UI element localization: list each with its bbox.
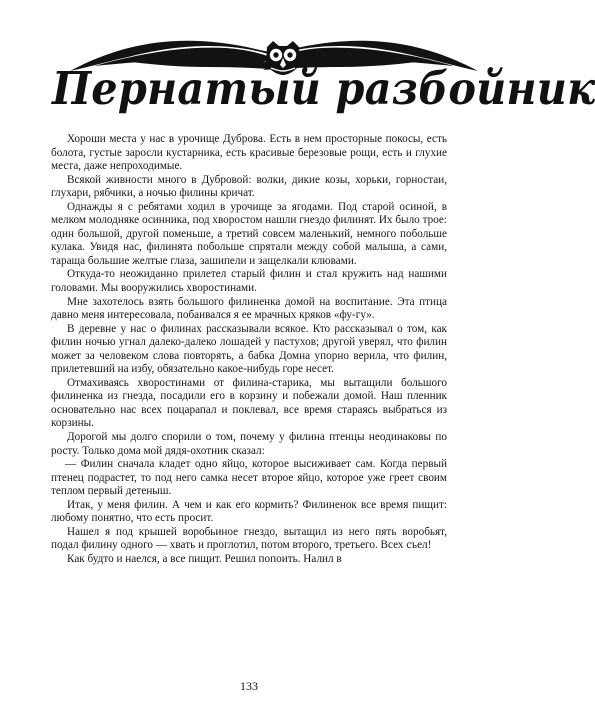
- page-number: 133: [240, 679, 258, 693]
- paragraph-wildlife: Всякой живности много в Дубровой: волки, дикие козы, хорьки, горностаи, глухари, рябчики, а ночью филины кричат.: [51, 173, 447, 200]
- story-header: [18, 28, 595, 133]
- paragraph-village-tales: В деревне у нас о филинах рассказывали всякое. Кто рассказывал о том, как филин ночью угнал далеко-далеко лошадей у пастухов; другой уверял, что филин может за человеком слова повторять, а бабка Домна упорно верила, что филин, прилетевший на избу, обязательно какое-нибудь горе несет.: [51, 322, 447, 376]
- story-text: [51, 133, 447, 567]
- story-title: Пернатый разбойник: [52, 62, 595, 115]
- paragraph-uncle-quote: — Филин сначала кладет одно яйцо, которое высиживает сам. Когда первый птенец подрастет, то под него самка несет второе яйцо, которое уже греет своим теплом первый детеныш.: [51, 458, 447, 498]
- paragraph-nest: Однажды я с ребятами ходил в урочище за ягодами. Под старой осиной, в мелком молодняке осинника, под хворостом нашли гнездо филинят. Их было трое: один большой, другой поменьше, а третий совсем маленький, немного побольше кулака. Увидя нас, филинята побольше спрятали между собой малыша, а сами, тараща большие желтые глаза, зашипели и защелкали клювами.: [51, 200, 447, 267]
- paragraph-feeding-question: Итак, у меня филин. А чем и как его кормить? Филиненок все время пищит: любому понятно, что есть просит.: [51, 498, 447, 525]
- paragraph-take-owlet: Мне захотелось взять большого филиненка домой на воспитание. Эта птица давно меня интересовала, побаивался я ее мрачных кряков «фу-гу».: [51, 295, 447, 322]
- paragraph-escape-home: Отмахиваясь хворостинами от филина-старика, мы вытащили большого филиненка из гнезда, посадили его в корзину и побежали домой. Наш пленник основательно нас всех поцарапал и поклевал, все время стараясь выбраться из корзины.: [51, 376, 447, 430]
- paragraph-old-owl: Откуда-то неожиданно прилетел старый филин и стал кружить над нашими головами. Мы вооружились хворостинами.: [51, 268, 447, 295]
- paragraph-water: Как будто и наелся, а все пищит. Решил попоить. Налил в: [67, 552, 342, 565]
- paragraph-places: Хороши места у нас в урочище Дуброва. Есть в нем просторные покосы, есть болота, густые заросли кустарника, есть красивые березовые рощи, есть и глухие места, даже непроходимые.: [51, 133, 447, 173]
- paragraph-argument: Дорогой мы долго спорили о том, почему у филина птенцы неодинаковы по росту. Только дома мой дядя-охотник сказал:: [51, 431, 447, 457]
- paragraph-sparrows: Нашел я под крышей воробьиное гнездо, вытащил из него пять воробьят, подал филину одного — хвать и проглотил, потом второго, третьего. Всех съел!: [51, 525, 447, 552]
